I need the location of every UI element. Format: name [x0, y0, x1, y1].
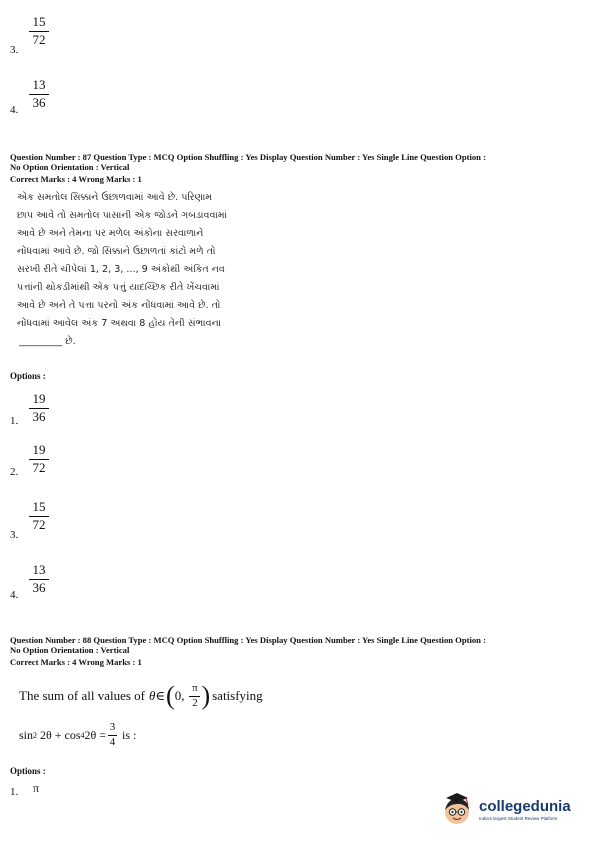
paren-close: ) [201, 681, 211, 710]
denominator: 72 [32, 460, 46, 475]
element-of-symbol: ∈ [155, 688, 166, 703]
equation-text: is : [122, 727, 137, 742]
exponent: 2 [33, 730, 38, 740]
numerator: 19 [32, 442, 46, 457]
marks-line: Correct Marks : 4 Wrong Marks : 1 [10, 174, 142, 184]
denominator: 2 [192, 697, 198, 709]
option-number: 3. [10, 529, 19, 541]
option-number: 3. [10, 44, 19, 56]
fraction [29, 78, 49, 110]
option-number: 1. [10, 415, 19, 427]
question-text: The sum of all values of [19, 688, 145, 703]
numerator: 13 [32, 562, 46, 577]
question-text-line: આવે છે અને તે પત્તા પરનો અંક નોંધવામાં આવે છે. તો [17, 300, 221, 311]
logo-text [479, 798, 571, 821]
question-header-line: Question Number : 87 Question Type : MCQ Option Shuffling : Yes Display Question Number : Yes Single Line Question Option : [10, 152, 486, 162]
denominator: 4 [109, 736, 116, 748]
numerator: 13 [32, 77, 46, 92]
denominator: 72 [32, 517, 46, 532]
denominator: 36 [32, 95, 46, 110]
marks-line: Correct Marks : 4 Wrong Marks : 1 [10, 657, 142, 667]
question-text-line: એક સમતોલ સિક્કાને ઉછાળવામાં આવે છે. પરિણામ [17, 192, 213, 203]
theta-symbol: θ [149, 688, 156, 703]
numerator: 15 [32, 14, 46, 29]
collegedunia-logo [440, 792, 571, 826]
numerator: 15 [32, 499, 46, 514]
paren-open: ( [166, 681, 175, 710]
logo-name: collegedunia [479, 797, 571, 815]
fraction [29, 500, 49, 532]
question-header-line: Question Number : 88 Question Type : MCQ Option Shuffling : Yes Display Question Number : Yes Single Line Question Option : [10, 635, 486, 645]
numerator: 3 [109, 721, 116, 733]
three-quarters [108, 722, 117, 748]
question-text-line: _________ છે. [19, 336, 76, 347]
question-87-text [17, 189, 267, 351]
fraction [29, 392, 49, 424]
mascot-icon [440, 792, 474, 826]
question-87-header [10, 152, 486, 184]
option-value: π [33, 781, 40, 795]
question-header-line: No Option Orientation : Vertical [10, 645, 130, 655]
options-label: Options : [10, 766, 46, 776]
question-text-line: આવે છે અને તેમના પર મળેલ અંકોના સરવાળાને [17, 228, 204, 239]
options-label: Options : [10, 371, 46, 381]
option-number: 1. [10, 786, 19, 798]
option-number: 2. [10, 466, 19, 478]
question-text-line: છાપ આવે તો સમતોલ પાસાની એક જોડને ગબડાવવામાં [17, 210, 227, 221]
question-text-line: સરખી રીતે ચીપેલાં 1, 2, 3, ..., 9 અંકોથી અંકિત નવ [17, 264, 225, 275]
numerator: π [192, 682, 198, 694]
fraction [29, 563, 49, 595]
question-header-line: No Option Orientation : Vertical [10, 162, 130, 172]
question-text-line: નોંધવામાં આવે છે. જો સિક્કાને ઉછાળતાં કાંટો મળે તો [17, 246, 216, 257]
question-88-equation [19, 722, 136, 748]
question-text-line: પત્તાંની થોકડીમાંથી એક પત્તું યાદચ્છિક રીતે ખેંચવામાં [17, 282, 220, 293]
logo-tagline: India's largest Student Review Platform [479, 815, 558, 821]
question-88-header [10, 635, 486, 667]
denominator: 72 [32, 32, 46, 47]
denominator: 36 [32, 409, 46, 424]
numerator: 19 [32, 391, 46, 406]
interval-left: 0, [174, 688, 185, 703]
exponent: 4 [80, 730, 85, 740]
question-88-line1 [19, 683, 263, 709]
denominator: 36 [32, 580, 46, 595]
pi-over-two [189, 683, 200, 709]
option-number: 4. [10, 104, 19, 116]
question-text: satisfying [212, 688, 263, 703]
equation-text: 2θ + cos [40, 727, 81, 742]
equation-text: 2θ = [84, 727, 107, 742]
option-number: 4. [10, 589, 19, 601]
fraction [29, 15, 49, 47]
fraction [29, 443, 49, 475]
question-text-line: નોંધવામાં આવેલ અંક 7 અથવા 8 હોય તેની સંભાવના [17, 318, 222, 329]
sin-text: sin [19, 727, 34, 742]
